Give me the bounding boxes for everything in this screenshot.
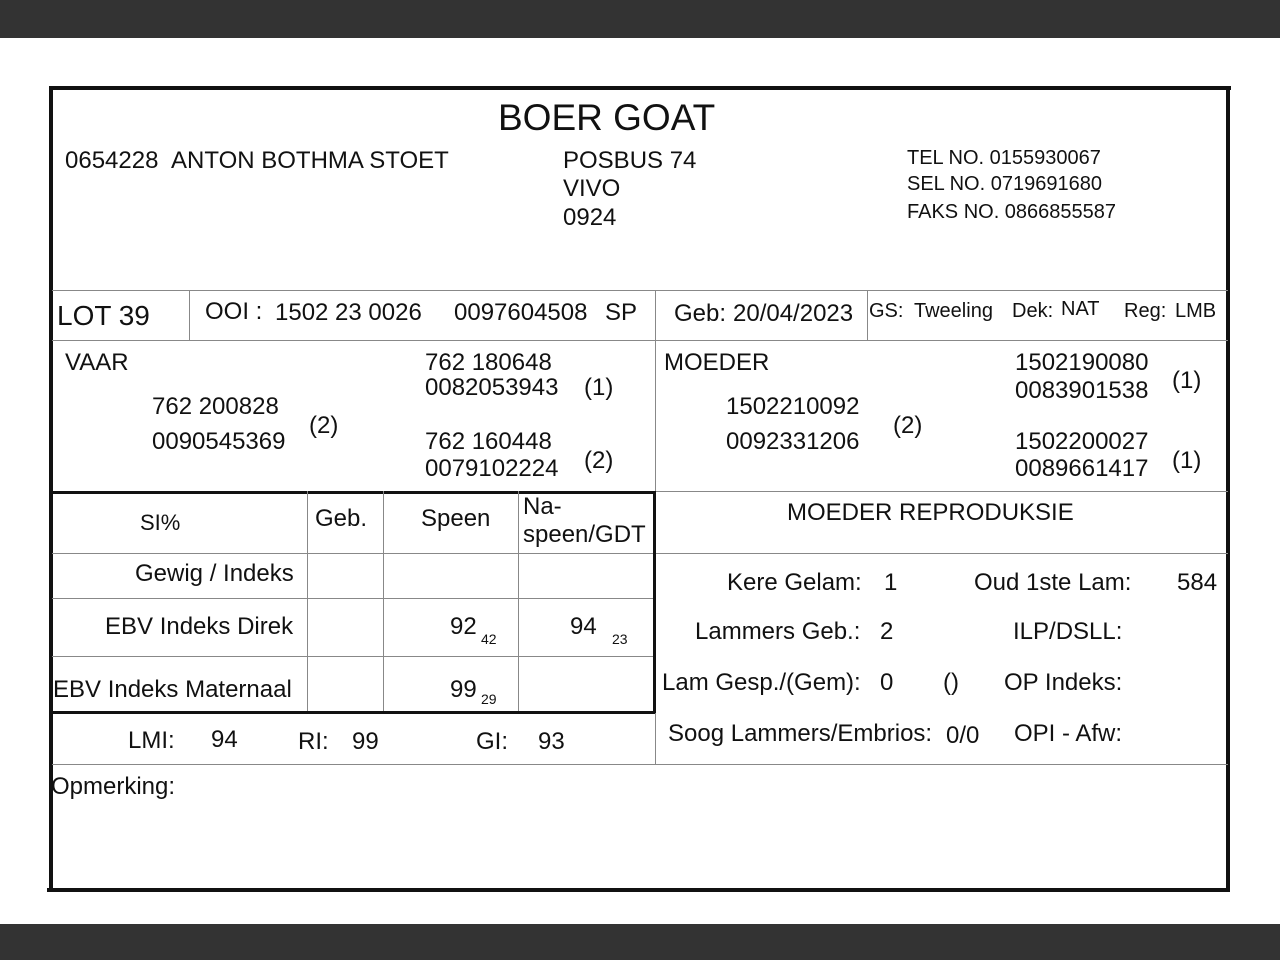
vaar-parent-mark: (2) xyxy=(309,412,339,439)
moeder-parent-id: 0092331206 xyxy=(726,428,860,455)
kere-gelam-value: 1 xyxy=(884,569,898,596)
row-gewig-label: Gewig / Indeks xyxy=(135,560,294,587)
ri-label: RI: xyxy=(298,728,329,755)
address-line-1: POSBUS 74 xyxy=(563,147,697,174)
vaar-grandparent2-number: 762 160448 xyxy=(425,428,552,455)
kere-gelam-label: Kere Gelam: xyxy=(727,569,862,596)
divider-remarks xyxy=(52,764,1228,765)
ebv-direk-speen-accuracy: 42 xyxy=(481,631,497,647)
ebv-direk-naspeen-value: 94 xyxy=(570,613,597,640)
faks-number: FAKS NO. 0866855587 xyxy=(907,201,1117,223)
divider-repro-header xyxy=(655,553,1228,554)
divider-perf-header xyxy=(52,553,655,554)
reg-value: LMB xyxy=(1175,300,1217,322)
frame-bottom-border xyxy=(47,888,1229,892)
row-ebv-maternaal-label: EBV Indeks Maternaal xyxy=(53,676,292,703)
top-letterbox-bar xyxy=(0,0,1280,38)
oud-1ste-lam-value: 584 xyxy=(1177,569,1218,596)
column-naspeen-header-2: speen/GDT xyxy=(523,521,646,548)
breeder-name: ANTON BOTHMA STOET xyxy=(171,147,449,174)
geb-date: 20/04/2023 xyxy=(733,300,854,327)
op-indeks-label: OP Indeks: xyxy=(1004,669,1123,696)
divider-perf-row2 xyxy=(52,656,655,657)
frame-left-border xyxy=(49,86,53,892)
column-geb-header: Geb. xyxy=(315,505,368,532)
divider-performance-right xyxy=(653,491,656,713)
ebv-direk-naspeen-accuracy: 23 xyxy=(612,631,628,647)
vaar-parent-number: 762 200828 xyxy=(152,393,279,420)
divider-perf-row1 xyxy=(52,598,655,599)
divider-reproduction-top xyxy=(655,491,1228,492)
reg-label: Reg: xyxy=(1124,300,1167,322)
frame-top-border xyxy=(49,86,1231,90)
ebv-maternaal-speen-value: 99 xyxy=(450,676,477,703)
divider-col-speen xyxy=(383,491,384,711)
vaar-grandparent2-id: 0079102224 xyxy=(425,455,559,482)
moeder-label: MOEDER xyxy=(664,349,770,376)
geb-label: Geb: xyxy=(674,300,727,327)
address-line-3: 0924 xyxy=(563,204,617,231)
ilp-dsll-label: ILP/DSLL: xyxy=(1013,618,1123,645)
gi-value: 93 xyxy=(538,728,565,755)
ooi-label: OOI : xyxy=(205,298,263,325)
lmi-value: 94 xyxy=(211,726,238,753)
vaar-grandparent1-number: 762 180648 xyxy=(425,349,552,376)
reproduction-title: MOEDER REPRODUKSIE xyxy=(787,499,1074,526)
divider-geb-cell xyxy=(867,290,868,340)
divider-pedigree-mid xyxy=(655,290,656,491)
ebv-maternaal-speen-accuracy: 29 xyxy=(481,691,497,707)
vaar-grandparent1-id: 0082053943 xyxy=(425,374,559,401)
divider-index-row xyxy=(655,713,656,764)
dek-label: Dek: xyxy=(1012,300,1054,322)
opi-afw-label: OPI - Afw: xyxy=(1014,720,1123,747)
moeder-grandparent2-number: 1502200027 xyxy=(1015,428,1149,455)
soog-lammers-label: Soog Lammers/Embrios: xyxy=(668,720,933,747)
dek-value: NAT xyxy=(1061,298,1100,320)
divider-lot-row xyxy=(52,340,1228,341)
soog-lammers-value: 0/0 xyxy=(946,722,980,749)
gs-label: GS: xyxy=(869,300,904,322)
moeder-parent-mark: (2) xyxy=(893,412,923,439)
moeder-grandparent1-id: 0083901538 xyxy=(1015,377,1149,404)
moeder-grandparent2-mark: (1) xyxy=(1172,447,1202,474)
ooi-id: 0097604508 xyxy=(454,299,588,326)
card-title: BOER GOAT xyxy=(498,97,716,138)
ebv-direk-speen-value: 92 xyxy=(450,613,477,640)
oud-1ste-lam-label: Oud 1ste Lam: xyxy=(974,569,1132,596)
moeder-grandparent2-id: 0089661417 xyxy=(1015,455,1149,482)
bottom-letterbox-bar xyxy=(0,924,1280,960)
lot-number: LOT 39 xyxy=(57,300,150,331)
moeder-grandparent1-number: 1502190080 xyxy=(1015,349,1149,376)
row-ebv-direk-label: EBV Indeks Direk xyxy=(105,613,294,640)
divider-perf-bottom xyxy=(52,711,655,714)
si-percent-label: SI% xyxy=(140,510,181,535)
remarks-label: Opmerking: xyxy=(51,773,176,800)
lam-gesp-value: 0 xyxy=(880,669,894,696)
column-naspeen-header-1: Na- xyxy=(523,493,562,520)
lam-gesp-gem-value: () xyxy=(943,669,959,696)
divider-header xyxy=(52,290,1228,291)
divider-lot-cell xyxy=(189,290,190,340)
ooi-code: SP xyxy=(605,299,638,326)
lammers-geb-value: 2 xyxy=(880,618,894,645)
gi-label: GI: xyxy=(476,728,509,755)
moeder-parent-number: 1502210092 xyxy=(726,393,860,420)
ooi-number: 1502 23 0026 xyxy=(275,299,422,326)
divider-performance-top xyxy=(52,491,655,494)
divider-col-geb xyxy=(307,491,308,711)
lammers-geb-label: Lammers Geb.: xyxy=(695,618,861,645)
vaar-grandparent2-mark: (2) xyxy=(584,447,614,474)
moeder-grandparent1-mark: (1) xyxy=(1172,367,1202,394)
lam-gesp-label: Lam Gesp./(Gem): xyxy=(662,669,861,696)
lmi-label: LMI: xyxy=(128,727,175,754)
vaar-label: VAAR xyxy=(65,349,129,376)
vaar-grandparent1-mark: (1) xyxy=(584,374,614,401)
breeder-code: 0654228 xyxy=(65,147,159,174)
column-speen-header: Speen xyxy=(421,505,491,532)
ri-value: 99 xyxy=(352,728,379,755)
frame-right-border xyxy=(1226,86,1230,892)
address-line-2: VIVO xyxy=(563,175,621,202)
sel-number: SEL NO. 0719691680 xyxy=(907,173,1102,195)
gs-value: Tweeling xyxy=(914,300,993,322)
tel-number: TEL NO. 0155930067 xyxy=(907,147,1101,169)
vaar-parent-id: 0090545369 xyxy=(152,428,286,455)
divider-col-naspeen xyxy=(518,491,519,711)
